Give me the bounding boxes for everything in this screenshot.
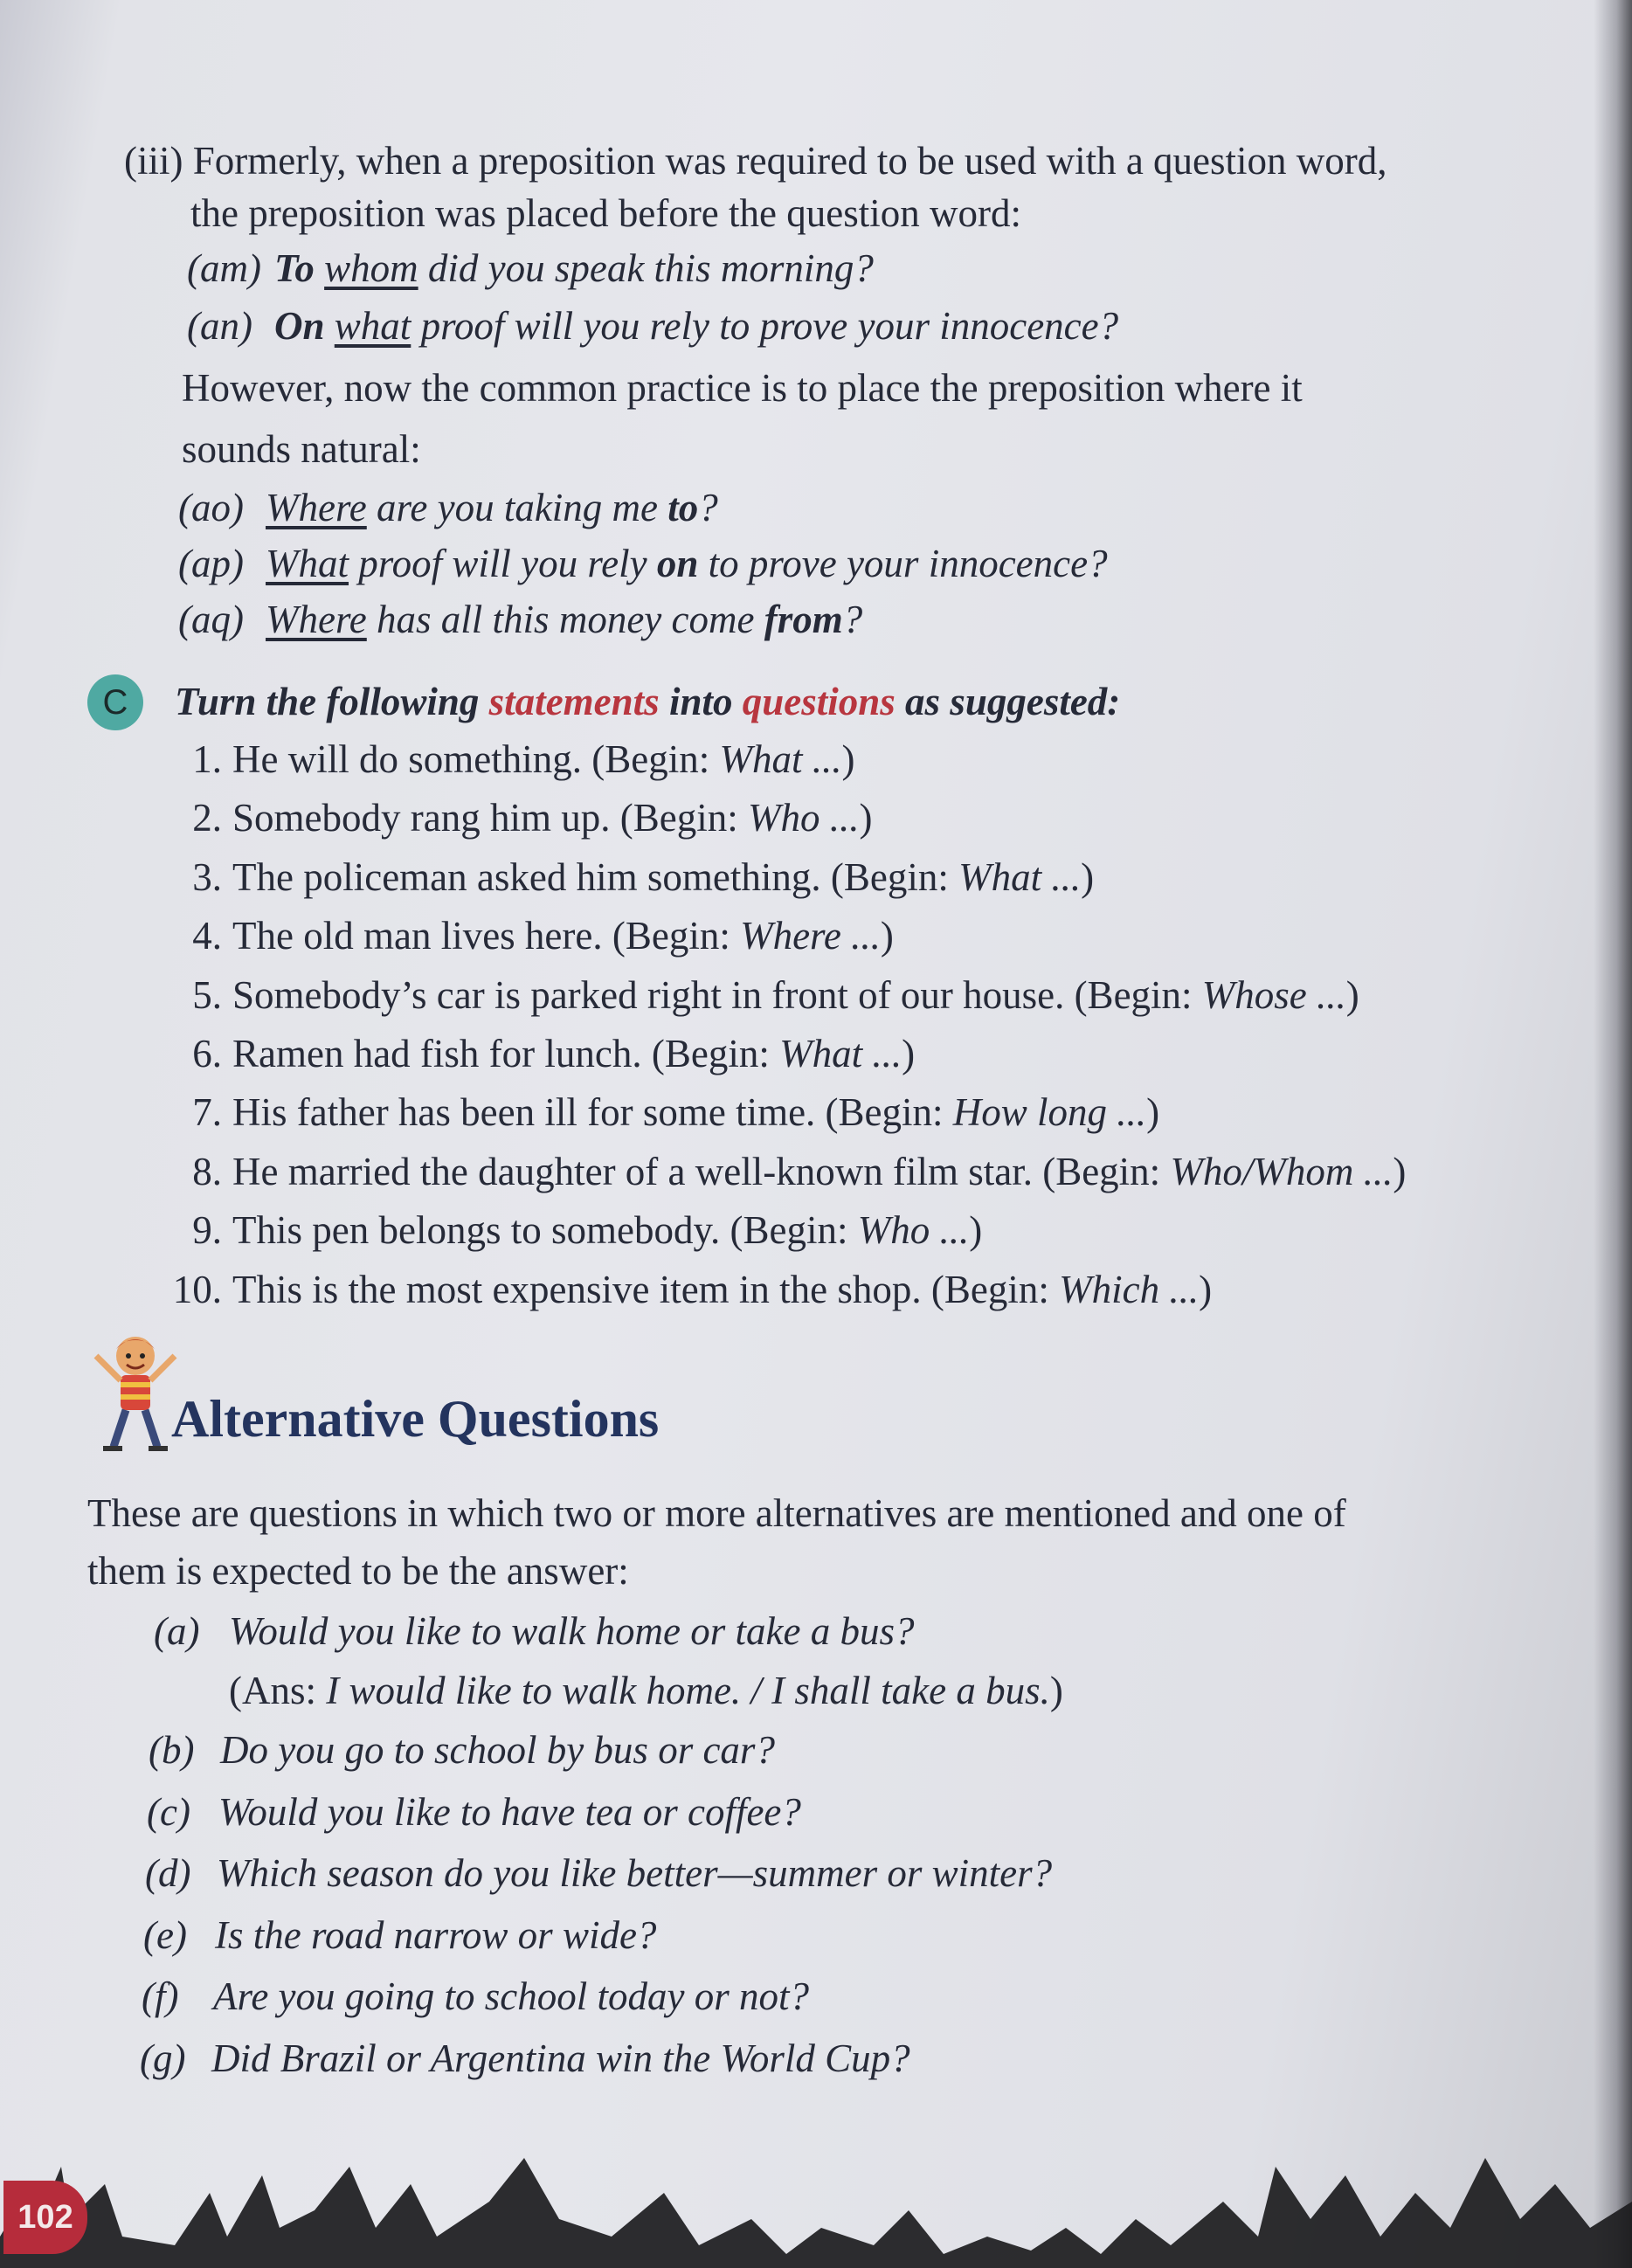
exercise-item bbox=[149, 730, 854, 789]
instr-part: into bbox=[659, 680, 743, 723]
section-iii-line1: (iii) Formerly, when a preposition was required to be used with a question word, bbox=[124, 139, 1387, 183]
exercise-item-hint: What ... bbox=[779, 1032, 902, 1075]
exercise-item-hint: Whose ... bbox=[1201, 972, 1346, 1017]
alt-label: (d) bbox=[145, 1851, 191, 1895]
exercise-item bbox=[149, 1143, 1406, 1201]
exercise-item-number: 10. bbox=[172, 1267, 222, 1311]
exercise-item-number: 5. bbox=[192, 972, 222, 1017]
exercise-item-hint: What ... bbox=[719, 737, 842, 781]
example-label: (ap) bbox=[178, 542, 244, 585]
example-question-word: Where bbox=[266, 486, 367, 529]
exercise-item bbox=[149, 1261, 1212, 1319]
exercise-item-number: 9. bbox=[192, 1208, 222, 1253]
alt-item-a-answer bbox=[229, 1662, 1063, 1719]
alt-text: Which season do you like better—summer or winter? bbox=[217, 1851, 1053, 1895]
example-label: (am) bbox=[187, 246, 261, 290]
exercise-item-text: Somebody rang him up. (Begin: bbox=[232, 796, 748, 840]
alt-item bbox=[140, 2029, 910, 2087]
cartoon-kid-icon bbox=[87, 1330, 183, 1452]
alt-item bbox=[145, 1844, 1052, 1902]
exercise-item-close: ) bbox=[841, 737, 855, 781]
exercise-item bbox=[149, 966, 1359, 1025]
however-line1: However, now the common practice is to place the preposition where it bbox=[182, 366, 1303, 410]
exercise-item bbox=[149, 907, 894, 965]
alt-label: (g) bbox=[140, 2036, 186, 2080]
exercise-c-instruction bbox=[175, 673, 1120, 730]
instr-part: as suggested: bbox=[895, 680, 1121, 723]
exercise-item-hint: Who ... bbox=[857, 1208, 970, 1253]
example-mid: are you taking me bbox=[366, 486, 668, 529]
alt-label: (a) bbox=[154, 1609, 200, 1653]
example-preposition: on bbox=[656, 542, 699, 585]
exercise-item-text: He will do something. (Begin: bbox=[232, 737, 720, 781]
alternative-questions-heading: Alternative Questions bbox=[171, 1390, 660, 1448]
example-an bbox=[187, 297, 1118, 355]
exercise-item-text: Somebody’s car is parked right in front of our house. (Begin: bbox=[232, 972, 1202, 1017]
example-mid: proof will you rely bbox=[349, 542, 657, 585]
exercise-item-text: Ramen had fish for lunch. (Begin: bbox=[232, 1032, 780, 1075]
alt-intro-line1: These are questions in which two or more alternatives are mentioned and one of bbox=[87, 1491, 1346, 1535]
exercise-item-close: ) bbox=[1146, 1090, 1160, 1135]
exercise-item-hint: Where ... bbox=[740, 914, 881, 958]
alt-text: Would you like to walk home or take a bus? bbox=[229, 1609, 915, 1653]
exercise-item-hint: Who ... bbox=[747, 796, 860, 840]
alt-item bbox=[143, 1906, 656, 1964]
exercise-item-close: ) bbox=[1393, 1149, 1407, 1193]
exercise-c-badge: C bbox=[87, 674, 143, 730]
example-preposition: To bbox=[274, 246, 315, 290]
example-ap bbox=[178, 535, 1108, 592]
example-aq bbox=[178, 591, 862, 648]
example-label: (aq) bbox=[178, 598, 244, 641]
alt-text: Are you going to school today or not? bbox=[213, 1974, 810, 2018]
alt-label: (b) bbox=[149, 1728, 195, 1772]
answer-suffix: ) bbox=[1049, 1669, 1063, 1712]
exercise-item-close: ) bbox=[1345, 972, 1359, 1017]
exercise-item bbox=[149, 789, 872, 847]
exercise-item-close: ) bbox=[969, 1208, 983, 1253]
exercise-item-number: 3. bbox=[192, 854, 222, 899]
however-line2: sounds natural: bbox=[182, 427, 421, 471]
alt-label: (c) bbox=[147, 1789, 190, 1834]
exercise-item bbox=[149, 848, 1094, 907]
alt-item bbox=[149, 1721, 775, 1779]
alt-item bbox=[147, 1783, 801, 1841]
example-question-word: What bbox=[266, 542, 349, 585]
example-ao bbox=[178, 479, 718, 536]
alt-item bbox=[142, 1967, 809, 2025]
exercise-item-hint: Who/Whom ... bbox=[1170, 1149, 1393, 1193]
example-end: ? bbox=[842, 598, 863, 641]
exercise-item-number: 7. bbox=[192, 1090, 222, 1135]
grass-silhouette-decoration bbox=[0, 2132, 1632, 2268]
book-binding-shadow bbox=[1594, 0, 1632, 2268]
exercise-item-number: 4. bbox=[192, 914, 222, 958]
page-number-badge: 102 bbox=[3, 2181, 87, 2254]
alt-item-a bbox=[154, 1602, 914, 1660]
alt-text: Is the road narrow or wide? bbox=[215, 1912, 657, 1957]
exercise-item-hint: What ... bbox=[958, 854, 1082, 899]
example-label: (ao) bbox=[178, 486, 244, 529]
alt-intro-line2: them is expected to be the answer: bbox=[87, 1549, 629, 1593]
example-end: to prove your innocence? bbox=[698, 542, 1108, 585]
exercise-item-number: 8. bbox=[192, 1149, 222, 1193]
alt-text: Did Brazil or Argentina win the World Cup? bbox=[211, 2036, 910, 2080]
example-am bbox=[187, 239, 874, 297]
exercise-item-number: 6. bbox=[192, 1032, 222, 1075]
exercise-item-close: ) bbox=[859, 796, 873, 840]
example-end: ? bbox=[698, 486, 718, 529]
exercise-item-text: This pen belongs to somebody. (Begin: bbox=[232, 1208, 858, 1253]
instr-highlight-statements: statements bbox=[488, 680, 660, 723]
exercise-item bbox=[149, 1025, 915, 1083]
exercise-item bbox=[149, 1201, 982, 1260]
example-rest: did you speak this morning? bbox=[418, 246, 874, 290]
exercise-item-hint: Which ... bbox=[1059, 1267, 1200, 1311]
exercise-item-number: 2. bbox=[192, 796, 222, 840]
example-preposition: to bbox=[667, 486, 699, 529]
example-question-word: what bbox=[334, 304, 411, 348]
alt-text: Do you go to school by bus or car? bbox=[220, 1728, 775, 1772]
exercise-item-text: He married the daughter of a well-known film star. (Begin: bbox=[232, 1149, 1171, 1193]
example-question-word: Where bbox=[266, 598, 367, 641]
example-label: (an) bbox=[187, 304, 252, 348]
exercise-item-text: The old man lives here. (Begin: bbox=[232, 914, 741, 958]
exercise-item-number: 1. bbox=[192, 737, 222, 781]
alt-label: (e) bbox=[143, 1912, 187, 1957]
exercise-item-text: This is the most expensive item in the shop. (Begin: bbox=[232, 1267, 1060, 1311]
instr-highlight-questions: questions bbox=[742, 680, 896, 723]
example-preposition: from bbox=[764, 598, 843, 641]
example-rest: proof will you rely to prove your innocence? bbox=[411, 304, 1119, 348]
example-preposition: On bbox=[274, 304, 325, 348]
instr-part: Turn the following bbox=[175, 680, 489, 723]
exercise-item-close: ) bbox=[902, 1032, 916, 1075]
exercise-item-close: ) bbox=[880, 914, 894, 958]
exercise-item-text: The policeman asked him something. (Begin: bbox=[232, 854, 959, 899]
exercise-item bbox=[149, 1083, 1159, 1142]
exercise-item-close: ) bbox=[1081, 854, 1095, 899]
example-question-word: whom bbox=[324, 246, 418, 290]
exercise-item-close: ) bbox=[1199, 1267, 1213, 1311]
answer-text: I would like to walk home. / I shall take a bus. bbox=[326, 1669, 1050, 1712]
alt-label: (f) bbox=[142, 1974, 179, 2018]
alt-text: Would you like to have tea or coffee? bbox=[218, 1789, 801, 1834]
exercise-item-text: His father has been ill for some time. (Begin: bbox=[232, 1090, 953, 1135]
example-mid: has all this money come bbox=[366, 598, 764, 641]
answer-prefix: (Ans: bbox=[229, 1669, 327, 1712]
section-iii-line2: the preposition was placed before the question word: bbox=[190, 191, 1021, 235]
exercise-item-hint: How long ... bbox=[952, 1090, 1147, 1135]
